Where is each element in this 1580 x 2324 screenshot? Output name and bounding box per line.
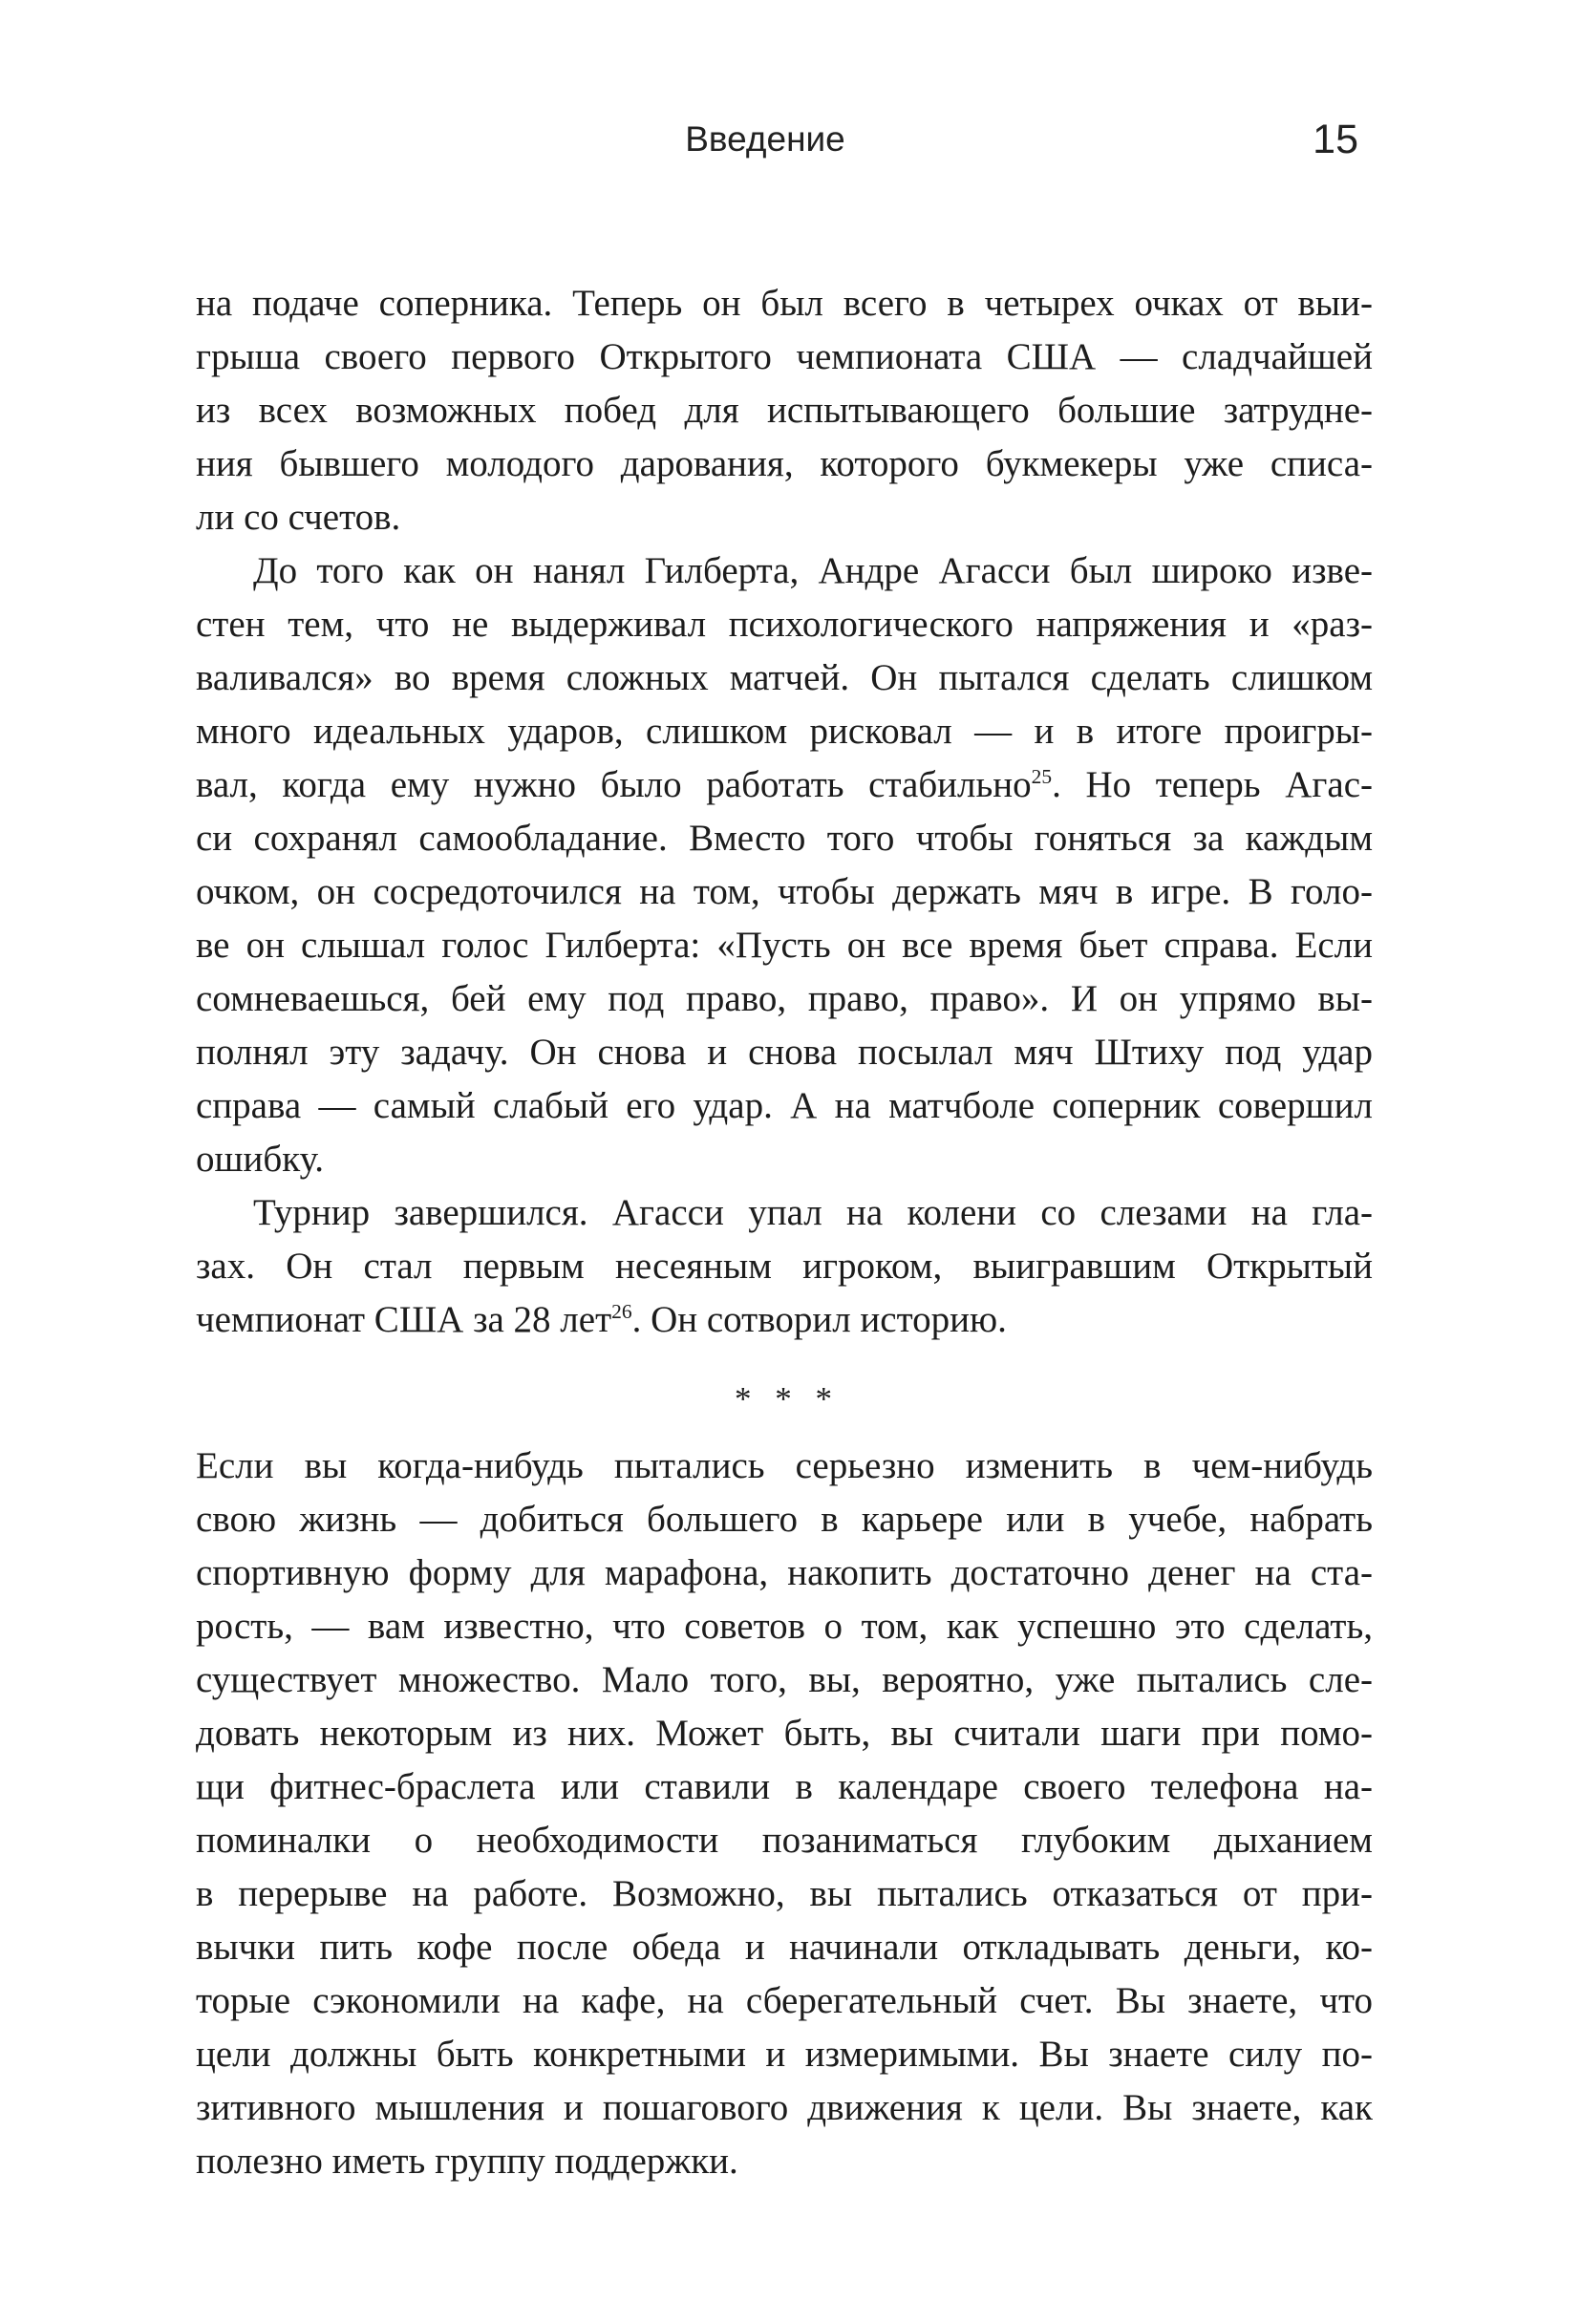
paragraph (196, 1439, 1373, 2188)
page-header (196, 117, 1373, 162)
footnote-reference: 26 (611, 1300, 632, 1323)
text-line: полезно иметь группу поддержки. (196, 2141, 738, 2182)
text-run: чемпионат США за 28 лет (196, 1299, 612, 1340)
text-line: много идеальных ударов, слишком рисковал — и в итоге проигры- (196, 711, 1373, 752)
text-line: си сохранял самообладание. Вместо того чтобы гоняться за каждым (196, 818, 1373, 859)
page-number: 15 (1313, 117, 1358, 162)
text-line: ве он слышал голос Гилберта: «Пусть он все время бьет справа. Если (196, 925, 1373, 966)
text-line: До того как он нанял Гилберта, Андре Агасси был широко изве- (253, 550, 1373, 591)
text-line: из всех возможных побед для испытывающего большие затрудне- (196, 390, 1373, 431)
text-line: ния бывшего молодого дарования, которого букмекеры уже списа- (196, 443, 1373, 484)
text-line: справа — самый слабый его удар. А на матчболе соперник совершил (196, 1085, 1373, 1126)
text-line (196, 758, 1373, 812)
text-line: вычки пить кофе после обеда и начинали откладывать деньги, ко- (196, 1927, 1373, 1968)
text-line (196, 1293, 1373, 1347)
text-line: грыша своего первого Открытого чемпионата США — сладчайшей (196, 336, 1373, 377)
paragraph (196, 277, 1373, 544)
text-line: Если вы когда-нибудь пытались серьезно изменить в чем-нибудь (196, 1445, 1373, 1486)
text-line: поминалки о необходимости позаниматься глубоким дыханием (196, 1820, 1373, 1861)
text-line: в перерыве на работе. Возможно, вы пытались отказаться от при- (196, 1873, 1373, 1914)
text-line: щи фитнес-браслета или ставили в календаре своего телефона на- (196, 1766, 1373, 1807)
text-line: цели должны быть конкретными и измеримыми. Вы знаете силу по- (196, 2034, 1373, 2075)
text-run: вал, когда ему нужно было работать стабильно (196, 764, 1032, 805)
text-line: рость, — вам известно, что советов о том, как успешно это сделать, (196, 1606, 1373, 1647)
text-line: сомневаешься, бей ему под право, право, право». И он упрямо вы- (196, 978, 1373, 1019)
text-line: валивался» во время сложных матчей. Он пытался сделать слишком (196, 657, 1373, 698)
text-line: полнял эту задачу. Он снова и снова посылал мяч Штиху под удар (196, 1032, 1373, 1073)
text-line: ли со счетов. (196, 497, 401, 538)
text-line: ошибку. (196, 1139, 324, 1180)
footnote-reference: 25 (1031, 765, 1053, 788)
section-separator: * * * (735, 1380, 834, 1418)
text-line: зитивного мышления и пошагового движения к цели. Вы знаете, как (196, 2087, 1373, 2128)
text-line: свою жизнь — добиться большего в карьере или в учебе, набрать (196, 1499, 1373, 1540)
paragraph (196, 1186, 1373, 1347)
text-line: довать некоторым из них. Может быть, вы считали шаги при помо- (196, 1713, 1373, 1754)
text-line: спортивную форму для марафона, накопить достаточно денег на ста- (196, 1552, 1373, 1593)
text-line: Турнир завершился. Агасси упал на колени со слезами на гла- (253, 1192, 1373, 1233)
text-line: на подаче соперника. Теперь он был всего в четырех очках от выи- (196, 283, 1373, 324)
running-head: Введение (685, 119, 845, 159)
text-line: зах. Он стал первым несеяным игроком, выигравшим Открытый (196, 1246, 1373, 1287)
text-line: существует множество. Мало того, вы, вероятно, уже пытались сле- (196, 1659, 1373, 1700)
text-line: стен тем, что не выдерживал психологического напряжения и «раз- (196, 604, 1373, 645)
text-run: . Но теперь Агас- (1052, 764, 1373, 805)
text-run: . Он сотворил историю. (631, 1299, 1007, 1340)
paragraph (196, 544, 1373, 1186)
body-text (196, 277, 1373, 2188)
text-line: торые сэкономили на кафе, на сберегательный счет. Вы знаете, что (196, 1980, 1373, 2021)
text-line: очком, он сосредоточился на том, чтобы держать мяч в игре. В голо- (196, 871, 1373, 912)
